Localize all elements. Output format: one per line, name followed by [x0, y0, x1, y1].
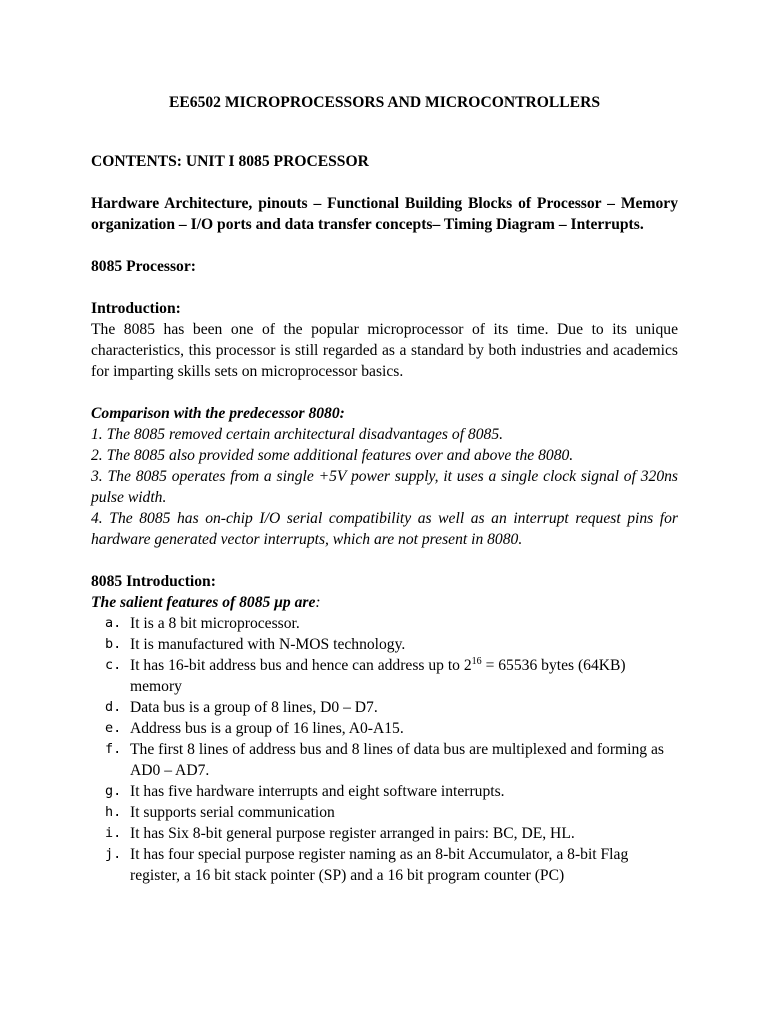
unit-topics: Hardware Architecture, pinouts – Functional Building Blocks of Processor – Memory organization – I/O ports and data transfer concepts– Timing Diagram – Interrupts.: [91, 195, 678, 233]
list-item: [105, 802, 678, 823]
features-heading-text: The salient features of 8085 μp are: [91, 594, 316, 611]
list-item-text: It has 16-bit address bus and hence can address up to 2: [130, 657, 472, 674]
list-item: [105, 613, 678, 634]
list-item-text: It is manufactured with N-MOS technology.: [130, 636, 406, 653]
list-item-text: Data bus is a group of 8 lines, D0 – D7.: [130, 699, 378, 716]
superscript: 16: [471, 655, 482, 667]
intro-heading: Introduction:: [91, 300, 181, 317]
list-item: [105, 718, 678, 739]
list-item: [105, 655, 678, 697]
list-item: [105, 739, 678, 781]
list-marker: e.: [105, 720, 122, 736]
list-item-text: The first 8 lines of address bus and 8 lines of data bus are multiplexed and forming as AD0 – AD7.: [130, 741, 664, 779]
list-marker: b.: [105, 636, 122, 652]
list-item: [105, 823, 678, 844]
list-marker: g.: [105, 783, 122, 799]
list-item-text: It is a 8 bit microprocessor.: [130, 615, 300, 632]
comparison-item: 4. The 8085 has on-chip I/O serial compatibility as well as an interrupt request pins for hardware generated vector interrupts, which are not present in 8080.: [91, 510, 678, 548]
spacer: [91, 382, 678, 403]
list-item: [105, 634, 678, 655]
comparison-item: 1. The 8085 removed certain architectural disadvantages of 8085.: [91, 426, 504, 443]
list-item: [105, 697, 678, 718]
section-heading: 8085 Processor:: [91, 258, 196, 275]
list-marker: a.: [105, 615, 122, 631]
list-item-text: Address bus is a group of 16 lines, A0-A15.: [130, 720, 404, 737]
list-marker: f.: [105, 741, 122, 757]
list-item-text: It supports serial communication: [130, 804, 335, 821]
document-title: EE6502 MICROPROCESSORS AND MICROCONTROLLERS: [168, 94, 601, 111]
comparison-item: 2. The 8085 also provided some additional features over and above the 8080.: [91, 447, 574, 464]
list-item-text: = 65536 bytes (64KB) memory: [130, 657, 626, 695]
list-marker: h.: [105, 804, 122, 820]
list-marker: c.: [105, 657, 122, 673]
intro-paragraph: The 8085 has been one of the popular microprocessor of its time. Due to its unique characteristics, this processor is still regarded as a standard by both industries and academics for imparting skills sets on microprocessor basics.: [91, 321, 678, 380]
list-item: [105, 781, 678, 802]
list-item-text: It has four special purpose register naming as an 8-bit Accumulator, a 8-bit Flag register, a 16 bit stack pointer (SP) and a 16 bit program counter (PC): [130, 846, 629, 884]
list-item-text: It has five hardware interrupts and eight software interrupts.: [130, 783, 505, 800]
comparison-heading: Comparison with the predecessor 8080:: [91, 405, 345, 422]
contents-heading: CONTENTS: UNIT I 8085 PROCESSOR: [91, 153, 369, 170]
features-heading-colon: :: [315, 594, 321, 611]
list-item: [105, 844, 678, 886]
features-heading: [91, 592, 678, 613]
spacer: [91, 277, 678, 298]
intro2-heading: 8085 Introduction:: [91, 573, 216, 590]
comparison-item: 3. The 8085 operates from a single +5V power supply, it uses a single clock signal of 320ns pulse width.: [91, 468, 678, 506]
spacer: [91, 550, 678, 571]
features-list: [91, 613, 678, 886]
list-item-text: It has Six 8-bit general purpose register arranged in pairs: BC, DE, HL.: [130, 825, 575, 842]
list-marker: j.: [105, 846, 122, 862]
comparison-list: [91, 424, 678, 550]
document-page: [91, 92, 678, 886]
list-marker: d.: [105, 699, 122, 715]
list-marker: i.: [105, 825, 122, 841]
